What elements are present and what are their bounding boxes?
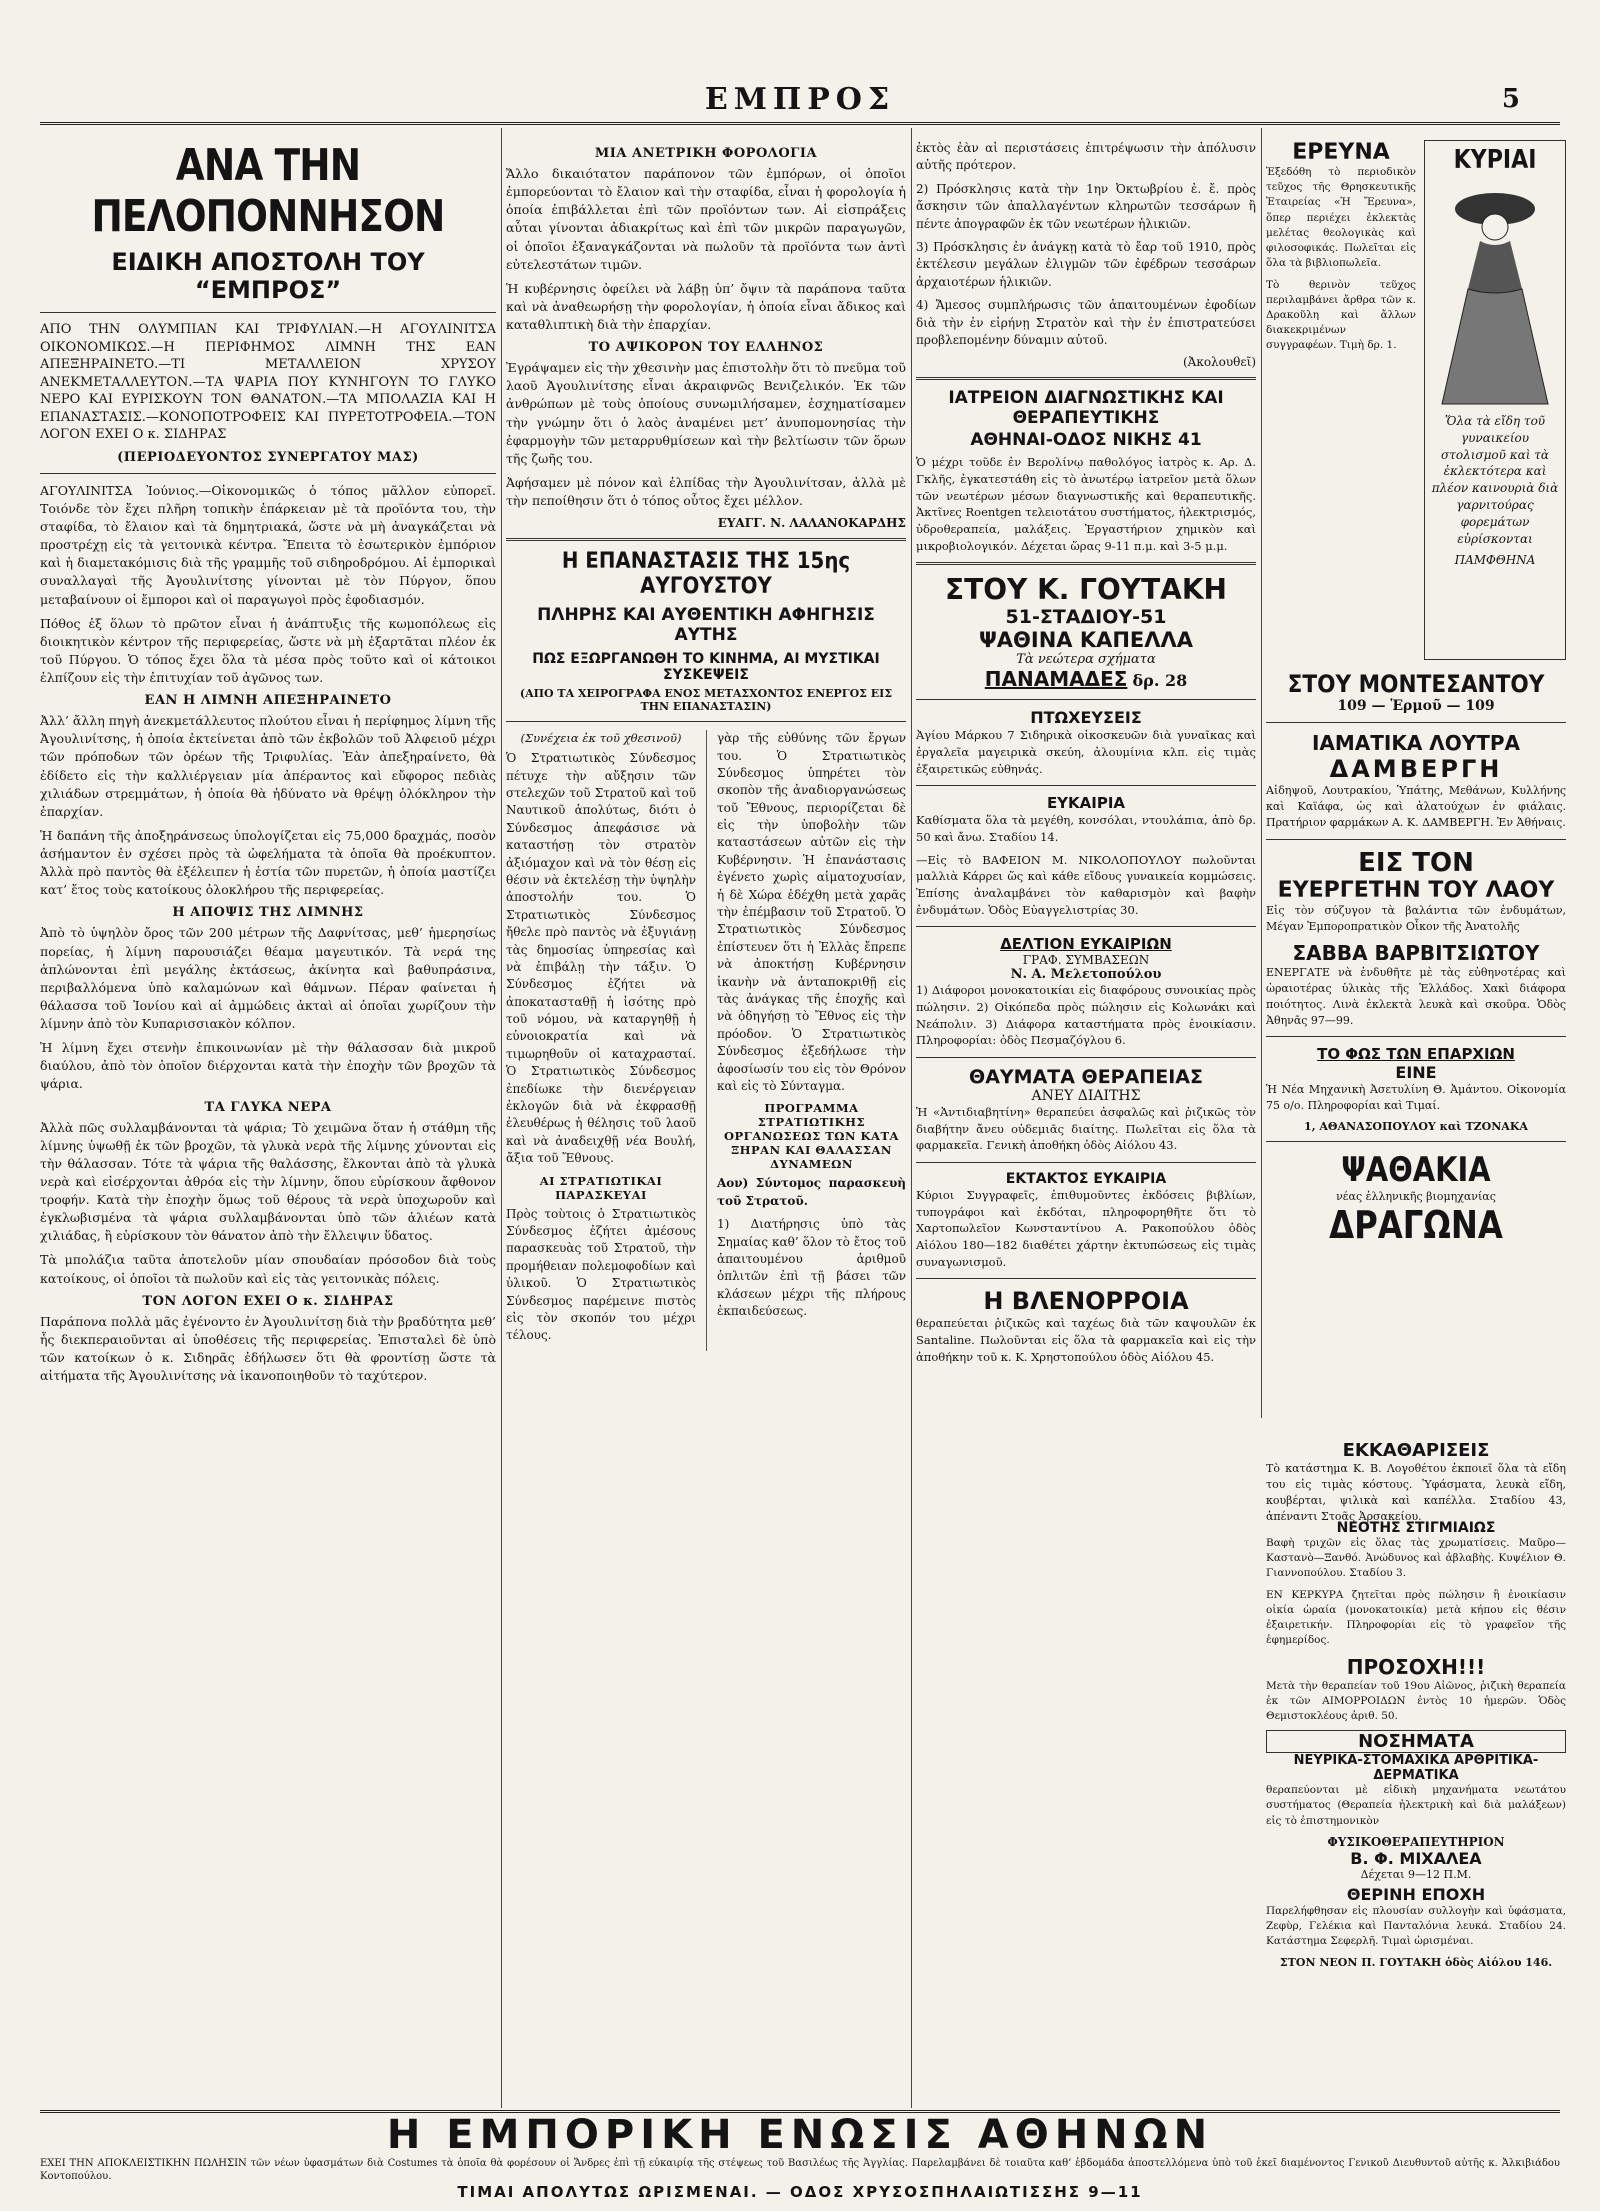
paragraph: Πρὸς τοὺτοις ὁ Στρατιωτικὸς Σύνδεσμος ἐζήτει ἀμέσους παρασκευὰς τοῦ Στρατοῦ, τὴν προμήθειαν πολεμοφοδίων καὶ ὑλικοῦ. Ὁ Στρατιωτικὸς Σύνδεσμος παρέμεινε πιστὸς εἰς τὸν σκοπόν του μέχρι τέλους. xyxy=(506,1206,696,1343)
ad-heading: ΕΚΚΑΘΑΡΙΣΕΙΣ xyxy=(1342,1440,1490,1461)
ad-text: Δέχεται 9—12 Π.Μ. xyxy=(1360,1867,1472,1881)
column-3 xyxy=(916,140,1256,2105)
ad-heading: ΠΡΟΣΟΧΗ!!! xyxy=(1346,1654,1486,1679)
paragraph: Παράπονα πολλὰ μᾶς ἐγένοντο ἐν Ἀγουλινίτσῃ διὰ τὴν βραδύτητα μεθ’ ἧς διεκπεραιοῦνται αἱ ὑποθέσεις τῆς περιφερείας. Ἐπισταλεὶ δὲ ὑπὸ τῶν κατοίκων ὁ κ. Σιδηρᾶς ἐδήλωσεν ὅτι θὰ φροντίσῃ ὥστε τὰ αἰτήματα τῆς Ἀγουλινίτσης νὰ ἱκανοποιηθοῦν τὸ ταχύτερον. xyxy=(40,1313,496,1384)
paragraph: 2) Πρόσκλησις κατὰ τὴν 1ην Ὀκτωβρίου ἐ. ἔ. πρὸς ἄσκησιν τῶν ἀπαλλαγέντων κληρωτῶν τεσσάρων ἢ πέντε ἀπογραφῶν ἐκ τῶν νεωτέρων ἡλικιῶν. xyxy=(916,181,1256,231)
paragraph: Ἀλλ’ ἄλλη πηγὴ ἀνεκμετάλλευτος πλούτου εἶναι ἡ περίφημος λίμνη τῆς Ἀγουλινίτσης, ἡ ὁποία ἐκτείνεται ἀπὸ τῶν ἐκβολῶν τοῦ Ἀλφειοῦ μέχρι τῶν πρόποδων τῶν ὀρέων τῆς Τριφυλίας. Ἐὰν ἀπεξηραίνετο, θὰ ἐδίδετο εἰς τὴν καλλιέργειαν μία ἀπέραντος καὶ εὔφορος πεδιὰς χιλιάδων στρεμμάτων, ἡ ὁποία θὰ ἠδύνατο νὰ θρέψῃ ὁλόκληρον τὴν ἐπαρχίαν. xyxy=(40,713,496,819)
paragraph: Ἐγράψαμεν εἰς τὴν χθεσινὴν μας ἐπιστολὴν ὅτι τὸ πνεῦμα τοῦ λαοῦ Ἀγουλινίτσης εἶναι ἀκραιφνῶς Βενιζελικόν. Ἐκ τῶν ἀνθρώπων μὲ τοὺς ὁποίους συνωμιλήσαμεν, ἐσχηματίσαμεν τὴν γνώμην ὅτι ὁ λαὸς ἀναμένει μετ’ ἀνυπομονησίας τὴν ἐφαρμογὴν τῶν μεταρρυθμίσεων καὶ τὴν βελτίωσιν τῶν ὅρων τῆς ζωῆς του. xyxy=(506,360,906,466)
article-byline: (ΠΕΡΙΟΔΕΥΟΝΤΟΣ ΣΥΝΕΡΓΑΤΟΥ ΜΑΣ) xyxy=(117,449,419,465)
footer-headline: Η ΕΜΠΟΡΙΚΗ ΕΝΩΣΙΣ ΑΘΗΝΩΝ xyxy=(386,2112,1214,2158)
paragraph: 1) Διατήρησις ὑπὸ τὰς Σημαίας καθ’ ὅλον τὸ ἔτος τοῦ ἀπαιτουμένου ἀριθμοῦ ὁπλιτῶν ἐπὶ τῇ βάσει τῶν κλάσεων μέχρι τῆς πλήρους ἐκπαιδεύσεως. xyxy=(716,1217,906,1319)
ad-text: Ἐξεδόθη τὸ περιοδικὸν τεῦχος τῆς Θρησκευτικῆς Ἐταιρείας «Ἡ Ἔρευνα», ὅπερ περιέχει ἐκλεκτὰς μελέτας θεολογικὰς καὶ φιλοσοφικάς. Πωλεῖται εἰς ὅλα τὰ βιβλιοπωλεῖα. xyxy=(1266,166,1416,270)
paragraph: Ὁ Στρατιωτικὸς Σύνδεσμος πέτυχε τὴν αὔξησιν τῶν στελεχῶν τοῦ Στρατοῦ καὶ τοῦ Ναυτικοῦ ἀπολύτως, διότι ὁ Σύνδεσμος ἀπεφάσισε νὰ καταστήσῃ τὸν στρατὸν ἀξιόμαχον καὶ νὰ τὸν θέσῃ εἰς θέσιν νὰ ἐκτελέσῃ τὴν ὑψηλὴν ἀποστολήν του. Ὁ Στρατιωτικὸς Σύνδεσμος ἤθελε πρὸ παντὸς νὰ ἐξυγιάνῃ τὰς δημοσίας ὑπηρεσίας καὶ νὰ ἐπιβάλῃ τὴν τάξιν. Ὁ Σύνδεσμος ἐζήτει νὰ ἀποκατασταθῇ ἡ ἰσότης πρὸ τοῦ νόμου, νὰ καταργηθῇ ἡ εὐνοιοκρατία καὶ νὰ τιμωρηθοῦν οἱ καταχρασταί. Ὁ Στρατιωτικὸς Σύνδεσμος ἐπεδίωκε τὴν διενέργειαν ἐκλογῶν διὰ νὰ ἐκφρασθῇ ἐλευθέρως ἡ θέλησις τοῦ λαοῦ καὶ νὰ ἀναδειχθῇ νέα Βουλή, ἄξια τοῦ Ἔθνους. xyxy=(506,751,696,1166)
section-heading: ΑΙ ΣΤΡΑΤΙΩΤΙΚΑΙ ΠΑΡΑΣΚΕΥΑΙ xyxy=(539,1173,663,1202)
ad-text: Ὁ μέχρι τοῦδε ἐν Βερολίνῳ παθολόγος ἰατρὸς κ. Αρ. Δ. Γκλῆς, ἐγκατεστάθη εἰς τὸ ἀνωτέρῳ ἰατρεῖον μετὰ ὅλων τῶν νεωτέρων μέσων διαγνωστικῆς καὶ θεραπευτικῆς. Ἀκτῖνες Roentgen τελειοτάτου συστήματος, ἠλεκτρισμός, ὑδροθεραπεία, μαλάξεις. Ἐργαστήριον χημικὸν καὶ μικροβιολογικόν. Δέχεται ὥρας 9-11 π.μ. καὶ 3-5 μ.μ. xyxy=(916,455,1256,553)
column-4 xyxy=(1266,140,1566,1430)
paragraph: ἐκτὸς ἐὰν αἱ περιστάσεις ἐπιτρέψωσιν τὴν ἀπόλυσιν αὐτῆς πρότερον. xyxy=(916,141,1256,173)
paragraph: ΑΓΟΥΛΙΝΙΤΣΑ Ἰούνιος.—Οἰκονομικῶς ὁ τόπος μᾶλλον εὐπορεῖ. Τοιόνδε τὸν ἔχει πλῆρη τοπικὴν ἐπάρκειαν μὲ τὰ προϊόντα του, τὴν σταφίδα, τὸ ἔλαιον καὶ τὰ δημητριακά, ὥστε νὰ μὴ ἀναγκάζεται νὰ προστρέχῃ εἰς τὰ γειτονικὰ κέντρα. Ἔπειτα τὸ ἐσωτερικὸν ἐμπόριον καὶ ἡ διαμετακόμισις διὰ τῆς γραμμῆς τοῦ σιδηροδρόμου. Αἱ ἐμπορικαὶ συναλλαγαὶ τῆς Ἀγουλινίτσης γίνονται μὲ τὸν Πύργον, ὅπου μεταβαίνουν οἱ ἔμποροι καὶ οἱ παραγωγοὶ πρὸς ἐφοδιασμόν. xyxy=(40,482,496,607)
ad-goutakis xyxy=(916,573,1256,691)
paragraph: Ἡ κυβέρνησις ὀφείλει νὰ λάβῃ ὑπ’ ὄψιν τὰ παράπονα ταῦτα καὶ νὰ ἀναθεωρήσῃ τὴν φορολογίαν, ἡ ὁποία εἶναι ἄδικος καὶ καταθλιπτικὴ διὰ τὴν ἐπαρχίαν. xyxy=(506,280,906,332)
section-heading: Η ΑΠΟΨΙΣ ΤΗΣ ΛΙΜΝΗΣ xyxy=(172,905,364,921)
ad-name: ΣΑΒΒΑ ΒΑΡΒΙΤΣΙΩΤΟΥ xyxy=(1292,940,1540,965)
masthead xyxy=(40,80,1560,125)
page-number: 5 xyxy=(1501,84,1520,114)
article-subhead: ΕΙΔΙΚΗ ΑΠΟΣΤΟΛΗ ΤΟΥ “ΕΜΠΡΟΣ” xyxy=(111,248,425,304)
ad-text: —Εἰς τὸ ΒΑΦΕΙΟΝ Μ. ΝΙΚΟΛΟΠΟΥΛΟΥ πωλοῦνται μαλλιὰ Κάρρει ὥς καὶ κάθε εἴδους γυναικεία κομμώσεις. Ἐπίσης ἀναλαμβάνει τὸν καθαρισμὸν καὶ βαφὴν ἐνδυμάτων. Ὁδὸς Εὐαγγελιστρίας 30. xyxy=(916,852,1256,917)
paragraph: Τὰ μπολάζια ταῦτα ἀποτελοῦν μίαν σπουδαίαν πρόσοδον διὰ τοὺς κατοίκους, οἱ ὁποῖοι τὰ πωλοῦν καὶ εἰς τὰς γειτονικὰς πόλεις. xyxy=(40,1252,496,1286)
ad-heading: ΕΡΕΥΝΑ xyxy=(1292,140,1390,165)
ad-text: ΠΑΜΦΘΗΝΑ xyxy=(1454,553,1536,568)
continued-note: (Συνέχεια ἐκ τοῦ χθεσινοῦ) xyxy=(520,731,682,746)
ad-text: νέας ἑλληνικῆς βιομηχανίας xyxy=(1336,1190,1496,1204)
column-1 xyxy=(40,140,496,2105)
ad-heading: Η ΒΛΕΝΟΡΡΟΙΑ xyxy=(983,1287,1189,1316)
paragraph: 3) Πρόσκλησις ἐν ἀνάγκῃ κατὰ τὸ ἔαρ τοῦ 1910, πρὸς ἐκτέλεσιν μεγάλων ἐλιγμῶν τῶν ἐφέδρων τεσσάρων ἀρχαιοτέρων ἡλικιῶν. xyxy=(916,239,1256,289)
ad-ekkathariseis xyxy=(1266,1440,1566,1525)
column-2 xyxy=(506,140,906,2105)
ad-heading: ΕΥΚΑΙΡΙΑ xyxy=(1046,794,1126,813)
ad-heading: ΤΟ ΦΩΣ ΤΩΝ ΕΠΑΡΧΙΩΝ xyxy=(1317,1045,1515,1064)
ad-text: Ἡ «Ἀντιδιαβητίνη» θεραπεύει ἀσφαλῶς καὶ ῥιζικῶς τὸν διαβήτην ἄνευ οὐδεμιᾶς διαίτης. Πωλεῖται εἰς ὅλα τὰ φαρμακεῖα. Γενικὴ ἀποθήκη ὁδὸς Αἰόλου 43. xyxy=(916,1105,1256,1153)
article-headline: ΑΝΑ ΤΗΝ ΠΕΛΟΠΟΝΝΗΣΟΝ xyxy=(91,140,445,242)
ad-headline: ΣΤΟΥ Κ. ΓΟΥΤΑΚΗ xyxy=(945,573,1227,607)
ad-heading: ΝΕΟΤΗΣ ΣΤΙΓΜΙΑΙΩΣ xyxy=(1336,1520,1496,1536)
ad-name: Β. Φ. ΜΙΧΑΛΕΑ xyxy=(1350,1848,1482,1868)
ad-text: 1) Διάφοροι μονοκατοικίαι εἰς διαφόρους συνοικίας πρὸς πώλησιν. 2) Οἰκόπεδα πρὸς πώλησιν εἰς Κολωνάκι καὶ Νεάπολιν. 3) Διάφορα καταστήματα πρὸς ἐνοικίασιν. Πληροφορίαι: ὁδὸς Πεσμαζόγλου 6. xyxy=(916,983,1256,1048)
woman-illustration-icon xyxy=(1430,179,1560,409)
ad-text: θεραπεύεται ῥιζικῶς καὶ ταχέως διὰ τῶν καψουλῶν ἐκ Santaline. Πωλοῦνται εἰς ὅλα τὰ φαρμακεῖα καὶ εἰς τὴν ἀποθήκην τοῦ κ. Κ. Χρηστοπούλου ὁδὸς Αἰόλου 45. xyxy=(916,1316,1256,1364)
ad-address: 109 — Ἑρμοῦ — 109 xyxy=(1337,698,1495,714)
paragraph: Ἡ λίμνη ἔχει στενὴν ἐπικοινωνίαν μὲ τὴν θάλασσαν διὰ μικροῦ διαύλου, ἀπὸ τὸν ὁποῖον διέρχονται κατὰ τὴν ἐποχὴν τῶν βροχῶν τὰ ψάρια. xyxy=(40,1040,496,1092)
ad-text: Τὸ θερινὸν τεῦχος περιλαμβάνει ἄρθρα τῶν κ. Δρακοῦλη καὶ ἄλλων διακεκριμένων συγγραφέων. Τιμὴ δρ. 1. xyxy=(1266,278,1416,352)
ad-text: Παρελήφθησαν εἰς πλουσίαν συλλογὴν καὶ ὑφάσματα, Ζεφὺρ, Γελέκια καὶ Πανταλόνια λευκά. Σταδίου 24. Κατάστημα Σεφερλῆ. Τιμαὶ ὡρισμέναι. xyxy=(1266,1904,1566,1948)
ad-text: ΣΤΟΝ ΝΕΟΝ Π. ΓΟΥΤΑΚΗ ὁδὸς Αἰόλου 146. xyxy=(1279,1955,1553,1969)
section-heading: ΠΡΟΓΡΑΜΜΑ ΣΤΡΑΤΙΩΤΙΚΗΣ ΟΡΓΑΝΩΣΕΩΣ ΤΩΝ ΚΑΤΑ ΞΗΡΑΝ ΚΑΙ ΘΑΛΑΣΣΑΝ ΔΥΝΑΜΕΩΝ xyxy=(723,1101,899,1172)
ad-subheading: ΓΡΑΦ. ΣΥΜΒΑΣΕΩΝ xyxy=(1022,953,1150,968)
revolution-headline: Η ΕΠΑΝΑΣΤΑΣΙΣ ΤΗΣ 15ης ΑΥΓΟΥΣΤΟΥ xyxy=(561,549,851,600)
section-heading: ΤΟ ΑΨΙΚΟΡΟΝ ΤΟΥ ΕΛΛΗΝΟΣ xyxy=(588,340,824,356)
ad-heading: ΔΡΑΓΩΝΑ xyxy=(1329,1203,1503,1248)
section-heading: ΜΙΑ ΑΝΕΤΡΙΚΗ ΦΟΡΟΛΟΓΙΑ xyxy=(594,146,818,161)
ad-text: Κύριοι Συγγραφεῖς, ἐπιθυμοῦντες ἐκδόσεις βιβλίων, τυπογράφοι καὶ ἐκδόται, πληροφορηθῆτε ὅτι τὸ Χαρτοπωλεῖον Κωνσταντίνου Α. Ρακοπούλου ὁδὸς Αἰόλου 180—182 διαθέτει χάρτην ἐκτυπώσεως εἰς τιμὰς συναγωνισμοῦ. xyxy=(916,1188,1256,1269)
ad-text: Ἡ Νέα Μηχανικὴ Ἀσετυλίνη Θ. Ἀμάντου. Οἰκονομία 75 ο/ο. Πληροφορίαι καὶ Τιμαί. xyxy=(1266,1083,1566,1113)
ad-text: Ὅλα τὰ εἴδη τοῦ γυναικείου στολισμοῦ καὶ τὰ ἐκλεκτότερα καὶ πλέον καινουριὰ διὰ γαρνιτούρας φορεμάτων εὑρίσκονται xyxy=(1431,414,1559,546)
ad-name: ΔΑΜΒΕΡΓΗ xyxy=(1329,755,1503,783)
ad-heading: ΚΥΡΙΑΙ xyxy=(1453,145,1537,175)
section-heading: ΤΟΝ ΛΟΓΟΝ ΕΧΕΙ Ο κ. ΣΙΔΗΡΑΣ xyxy=(142,1293,394,1309)
ad-ereuna xyxy=(1266,140,1416,360)
ad-address: 1, ΑΘΑΝΑΣΟΠΟΥΛΟΥ καὶ ΤΖΟΝΑΚΑ xyxy=(1304,1120,1528,1134)
ad-heading: ΨΑΘΑΚΙΑ xyxy=(1341,1150,1491,1191)
paragraph: Πόθος ἐξ ὅλων τὸ πρῶτον εἶναι ἡ ἀνάπτυξις τῆς κωμοπόλεως εἰς διοικητικὸν κέντρον τῆς περιφερείας, ὥστε νὰ μὴ ἐξαρτᾶται πλέον ἐκ τοῦ Πύργου. Ὁ τόπος ἔχει ὅλα τὰ μέσα πρὸς τοῦτο καὶ οἱ κάτοικοι ἐλπίζουν εἰς τὴν ἐπιτυχίαν τοῦ ἀγῶνος των. xyxy=(40,615,496,686)
ad-heading: ΣΤΟΥ ΜΟΝΤΕΣΑΝΤΟΥ xyxy=(1287,670,1545,698)
ad-product: ΠΑΝΑΜΑΔΕΣ xyxy=(984,667,1128,692)
ad-kyriai xyxy=(1424,140,1566,660)
ad-name: Ν. Α. Μελετοπούλου xyxy=(1010,967,1162,983)
ad-heading: ΝΟΣΗΜΑΤΑ xyxy=(1266,1730,1566,1753)
ad-address: ΑΘΗΝΑΙ-ΟΔΟΣ ΝΙΚΗΣ 41 xyxy=(970,430,1202,451)
revolution-subhead: (ΑΠΟ ΤΑ ΧΕΙΡΟΓΡΑΦΑ ΕΝΟΣ ΜΕΤΑΣΧΟΝΤΟΣ ΕΝΕΡΓΟΣ ΕΙΣ ΤΗΝ ΕΠΑΝΑΣΤΑΣΙΝ) xyxy=(519,687,893,714)
ad-text: Τὸ κατάστημα Κ. Β. Λογοθέτου ἐκποιεῖ ὅλα τὰ εἴδη του εἰς τιμὰς κόστους. Ὑφάσματα, λευκὰ εἴδη, κουβέρται, ψιλικὰ καὶ καπέλλα. Σταδίου 43, ἀπέναντι Στοᾶς Ἀρσακείου. xyxy=(1266,1462,1566,1523)
ad-text: Μετὰ τὴν θεραπείαν τοῦ 19ου Αἰῶνος, ῥιζικὴ θεραπεία ἐκ τῶν ΑΙΜΟΡΡΟΙΔΩΝ ἐντὸς 10 ἡμερῶν. Ὁδὸς Θεμιστοκλέους ἀριθ. 50. xyxy=(1266,1679,1566,1722)
ad-headline: ΙΑΤΡΕΙΟΝ ΔΙΑΓΝΩΣΤΙΚΗΣ ΚΑΙ ΘΕΡΑΠΕΥΤΙΚΗΣ xyxy=(948,388,1224,429)
paragraph: Ἄλλο δικαιότατον παράπονον τῶν ἐμπόρων, οἱ ὁποῖοι ἐμπορεύονται τὸ ἔλαιον καὶ τὴν σταφίδα, εἶναι ἡ φορολογία ἡ ὁποία ἐπιβάλλεται ἐπὶ τῶν προϊόντων των. Αἱ εἰσπράξεις αὗται γίνονται ἀδιακρίτως καὶ ἐπὶ τῶν μικρῶν παραγωγῶν, οἱ ὁποῖοι ἐξαναγκάζονται νὰ πωλοῦν τὰ προϊόντα των ἀντὶ εὐτελεστάτων τιμῶν. xyxy=(506,166,906,272)
ad-heading: ΕΙΝΕ xyxy=(1395,1063,1437,1083)
article-signature: ΕΥΑΓΓ. Ν. ΛΑΛΑΝΟΚΑΡΔΗΣ xyxy=(717,516,906,531)
ad-text: θεραπεύονται μὲ εἰδικὴ μηχανήματα νεωτάτου συστήματος (Θεραπεία ἠλεκτρικὴ καὶ διὰ μαλάξεων) εἰς τὸ ἐπιστημονικὸν xyxy=(1266,1784,1566,1827)
ad-heading: ΙΑΜΑΤΙΚΑ ΛΟΥΤΡΑ xyxy=(1311,731,1521,755)
article-summary: ΑΠΟ ΤΗΝ ΟΛΥΜΠΙΑΝ ΚΑΙ ΤΡΙΦΥΛΙΑΝ.—Η ΑΓΟΥΛΙΝΙΤΣΑ ΟΙΚΟΝΟΜΙΚΩΣ.—Η ΠΕΡΙΦΗΜΟΣ ΛΙΜΝΗ ΤΗΣ ΕΑΝ ΑΠΕΞΗΡΑΙΝΕΤΟ.—ΤΙ ΜΕΤΑΛΛΕΙΟΝ ΧΡΥΣΟΥ ΑΝΕΚΜΕΤΑΛΛΕΥΤΟΝ.—ΤΑ ΨΑΡΙΑ ΠΟΥ ΚΥΝΗΓΟΥΝ ΤΟ ΓΛΥΚΟ ΝΕΡΟ ΚΑΙ ΕΥΡΙΣΚΟΥΝ ΤΟΝ ΘΑΝΑΤΟΝ.—ΤΑ ΜΠΟΛΑΖΙΑ ΚΑΙ Η ΕΠΑΝΑΣΤΑΣΙΣ.—ΚΟΝΟΠΟΤΡΟΦΕΙΣ ΚΑΙ ΠΥΡΕΤΟΤΡΟΦΕΙΑ.—ΤΟΝ ΛΟΓΟΝ ΕΧΕΙ Ο κ. ΣΙΔΗΡΑΣ xyxy=(40,322,496,443)
paragraph: Ἀλλὰ πῶς συλλαμβάνονται τὰ ψάρια; Τὸ χειμῶνα ὅταν ἡ στάθμη τῆς λίμνης ὑψωθῇ ἐκ τῶν βροχῶν, τὰ γλυκὰ νερὰ τῆς λίμνης χύνονται εἰς τὴν θάλασσαν. Τότε τὰ ψάρια τῆς θαλάσσης, ἔλκονται ἀπὸ τὰ γλυκὰ νερὰ καὶ εἰσέρχονται ἀθρόα εἰς τὴν λίμνην, ὅπου εὑρίσκουν ἄφθονον τροφήν. Κατὰ τὴν ἐποχὴν ὅμως τοῦ θέρους τὰ νερὰ ὑποχωροῦν καὶ ἐγκλωβισμένα τὰ ψάρια συλλαμβάνονται ὑπὸ τῶν ἁλιέων κατὰ χιλιάδας, ἢ εὑρίσκουν τὸν θάνατον ἀπὸ τὴν ἔλλειψιν ὕδατος. xyxy=(40,1119,496,1244)
ad-text: Εἰς τὸν σύζυγον τὰ βαλάντια τῶν ἐνδυμάτων, Μέγαν Ἐμποροπρατικὸν Οἶκον τῆς Ἀνατολῆς xyxy=(1266,903,1566,933)
section-heading: ΤΑ ΓΛΥΚΑ ΝΕΡΑ xyxy=(204,1099,332,1115)
ad-heading: ΘΑΥΜΑΤΑ ΘΕΡΑΠΕΙΑΣ xyxy=(969,1066,1203,1089)
ad-heading: ΕΙΣ ΤΟΝ xyxy=(1358,847,1474,878)
ad-text: Καθίσματα ὅλα τὰ μεγέθη, κονσόλαι, ντουλάπια, ἀπὸ δρ. 50 καὶ ἄνω. Σταδίου 14. xyxy=(916,813,1256,845)
ad-product: ΨΑΘΙΝΑ ΚΑΠΕΛΛΑ xyxy=(978,628,1194,653)
paragraph: 4) Ἄμεσος συμπλήρωσις τῶν ἀπαιτουμένων ἐφοδίων διὰ τὴν ἐν εἰρήνῃ Στρατὸν καὶ τὴν ἐν ἐπιστρατεύσει προβλεπομένην δύναμιν αὐτοῦ. xyxy=(916,298,1256,347)
ad-heading: ΘΕΡΙΝΗ ΕΠΟΧΗ xyxy=(1346,1884,1486,1904)
ad-text: ΕΝΕΡΓΑΤΕ νὰ ἐνδυθῆτε μὲ τὰς εὐθηνοτέρας καὶ ὡραιοτέρας ὑλικὰς τῆς Ἑλλάδος. Χακὶ διάφορα ποιότητος. Λινὰ ἐκλεκτὰ λευκὰ καὶ σκοῦρα. Ὁδὸς Ἀθηνᾶς 97—99. xyxy=(1266,965,1566,1027)
ad-heading: ΕΚΤΑΚΤΟΣ ΕΥΚΑΙΡΙΑ xyxy=(1005,1171,1167,1188)
paragraph: Ἀπὸ τὸ ὑψηλὸν ὄρος τῶν 200 μέτρων τῆς Δαφνίτσας, μεθ’ ἡμερησίως πορείας, ἡ λίμνη παρουσιάζει θέαμα μαγευτικόν. Τὰ νερά της ἁπλώνονται ἐπὶ μεγάλης ἐκτάσεως, ἀκίνητα καὶ βαθυπράσινα, περιβαλλόμενα ὑπὸ καλαμώνων καὶ θάμνων. Πέραν φαίνεται ἡ θάλασσα τοῦ Ἰονίου καὶ αἱ ἀμμώδεις ἀκταὶ αἱ ὁποῖαι χωρίζουν τὴν λίμνην ἀπὸ τὸν Κυπαρισσιακὸν κόλπον. xyxy=(40,925,496,1032)
paragraph: Αον) Σύντομος παρασκευὴ τοῦ Στρατοῦ. xyxy=(716,1176,906,1208)
ad-subheading: ΝΕΥΡΙΚΑ-ΣΤΟΜΑΧΙΚΑ ΑΡΘΡΙΤΙΚΑ-ΔΕΡΜΑΤΙΚΑ xyxy=(1293,1753,1539,1784)
paragraph: Ἡ δαπάνη τῆς ἀποξηράνσεως ὑπολογίζεται εἰς 75,000 δραχμάς, ποσὸν ἀσήμαντον ἐν σχέσει πρὸς τὰ ὠφελήματα τὰ ὁποῖα θὰ προέκυπτον. Ἀλλὰ πρὸ παντὸς θὰ ἐξέλειπεν ἡ ἑστία τῶν πυρετῶν, ἡ ὁποία μαστίζει κατ’ ἔτος τοὺς κατοίκους ὁλοκλήρου τῆς περιφερείας. xyxy=(40,827,496,898)
to-be-continued: (Ἀκολουθεῖ) xyxy=(1182,355,1256,370)
ads-column-right-middle xyxy=(1266,1520,1566,2100)
ad-heading: ΕΥΕΡΓΕΤΗΝ ΤΟΥ ΛΑΟΥ xyxy=(1277,877,1555,903)
paragraph: Ἀφήσαμεν μὲ πόνον καὶ ἐλπίδας τὴν Ἀγουλινίτσαν, ἀλλὰ μὲ τὴν πεποίθησιν ὅτι ὁ τόπος οὗτος ἔχει μέλλον. xyxy=(506,474,906,508)
ad-iatreion xyxy=(916,388,1256,554)
ad-text: Τὰ νεώτερα σχήματα xyxy=(1016,652,1156,668)
ad-address: 51-ΣΤΑΔΙΟΥ-51 xyxy=(1005,606,1167,629)
revolution-subhead: ΠΩΣ ΕΞΩΡΓΑΝΩΘΗ ΤΟ ΚΙΝΗΜΑ, ΑΙ ΜΥΣΤΙΚΑΙ ΣΥΣΚΕΨΕΙΣ xyxy=(532,651,880,684)
ad-subheading: ΑΝΕΥ ΔΙΑΙΤΗΣ xyxy=(1031,1088,1141,1105)
ad-price: δρ. 28 xyxy=(1132,671,1188,691)
revolution-subhead: ΠΛΗΡΗΣ ΚΑΙ ΑΥΘΕΝΤΙΚΗ ΑΦΗΓΗΣΙΣ ΑΥΤΗΣ xyxy=(537,605,875,646)
footer-banner xyxy=(40,2110,1560,2203)
ad-text: Βαφὴ τριχῶν εἰς ὅλας τὰς χρωματίσεις. Μαῦρο—Καστανὸ—Ξανθό. Ἀνώδυνος καὶ ἀβλαβὴς. Κυψέλιον Θ. Γιαννοπούλου. Σταδίου 3. xyxy=(1266,1537,1566,1580)
ad-text: ΕΝ ΚΕΡΚΥΡΑ ζητεῖται πρὸς πώλησιν ἢ ἐνοικίασιν οἰκία ὡραία (μονοκατοικία) μετὰ κήπου εἰς θέσιν ἐξαιρετικήν. Πληροφορίαι εἰς τὸ γραφεῖον τῆς ἐφημερίδος. xyxy=(1266,1588,1566,1647)
masthead-title: ΕΜΠΡΟΣ xyxy=(704,82,896,117)
paragraph: γὰρ τῆς εὐθύνης τῶν ἔργων του. Ὁ Στρατιωτικὸς Σύνδεσμος ὑπηρέτει τὸν σκοπὸν τῆς ἀναδιοργανώσεως τοῦ Ἔθνους, περιορίζεται δὲ εἰς τὴν ὑποβολὴν τῶν καταστάσεων αὐτῶν εἰς τὴν Κυβέρνησιν. Ἡ ἐπανάστασις ἐγένετο χωρὶς αἱματοχυσίαν, ἡ δὲ Χώρα ἐδέχθη μετὰ χαρᾶς τὴν ἐπέμβασιν τοῦ Στρατοῦ. Ὁ Στρατιωτικὸς Σύνδεσμος ἐπίστευεν ὅτι ἡ Ἑλλὰς ἔπρεπε νὰ ἀποκτήσῃ Κυβέρνησιν ἱκανὴν νὰ ἀνταποκριθῇ εἰς τὰς ἀνάγκας τῆς ἐποχῆς καὶ νὰ ὁδηγήσῃ τὸ Ἔθνος εἰς τὴν πρόοδον. Ὁ Στρατιωτικὸς Σύνδεσμος ἐξεδήλωσε τὴν ἀφοσίωσίν του εἰς τὸν Θρόνον καὶ εἰς τὸ Σύνταγμα. xyxy=(716,731,906,1093)
ad-heading: ΔΕΛΤΙΟΝ ΕΥΚΑΙΡΙΩΝ xyxy=(1000,935,1172,954)
section-heading: ΕΑΝ Η ΛΙΜΝΗ ΑΠΕΞΗΡΑΙΝΕΤΟ xyxy=(144,693,392,709)
ad-name: ΦΥΣΙΚΟΘΕΡΑΠΕΥΤΗΡΙΟΝ xyxy=(1327,1834,1505,1849)
footer-address: ΤΙΜΑΙ ΑΠΟΛΥΤΩΣ ΩΡΙΣΜΕΝΑΙ. — ΟΔΟΣ ΧΡΥΣΟΣΠΗΛΑΙΩΤΙΣΣΗΣ 9—11 xyxy=(457,2183,1143,2201)
footer-text: ΕΧΕΙ ΤΗΝ ΑΠΟΚΛΕΙΣΤΙΚΗΝ ΠΩΛΗΣΙΝ τῶν νέων ὑφασμάτων διὰ Costumes τὰ ὁποῖα θὰ φορέσουν οἱ Ἄνδρες ἐπὶ τῇ εὐκαιρίᾳ τῆς στέψεως τοῦ Βασιλέως τῆς Ἀγγλίας. Παρελαμβάνει δὲ τοιαῦτα καθ’ ἑβδομάδα ἀποστελλόμενα ὑπὸ τοῦ ἐκεῖ διαμένοντος Γενικοῦ Διευθυντοῦ αὐτῆς κ. Ἀλκιβιάδου Κοντοπούλου. xyxy=(40,2158,1560,2182)
ad-heading: ΠΤΩΧΕΥΣΕΙΣ xyxy=(1030,708,1142,728)
ad-text: Ἀγίου Μάρκου 7 Σιδηρικὰ οἰκοσκευῶν διὰ γυναῖκας καὶ ἐργαλεῖα μαγειρικὰ σκεύη, ἀλουμίνια κλπ. εἰς τιμὰς ἐξαιρετικῶς εὐθηνάς. xyxy=(916,728,1256,776)
ad-text: Αἰδηψοῦ, Λουτρακίου, Ὑπάτης, Μεθάνων, Κυλλήνης καὶ Καϊάφα, ὡς καὶ ἁλατούχων ἐν φιάλαις. Πρατήριον φαρμάκων Α. Κ. ΔΑΜΒΕΡΓΗ. Ἐν Ἀθήναις. xyxy=(1266,784,1566,829)
